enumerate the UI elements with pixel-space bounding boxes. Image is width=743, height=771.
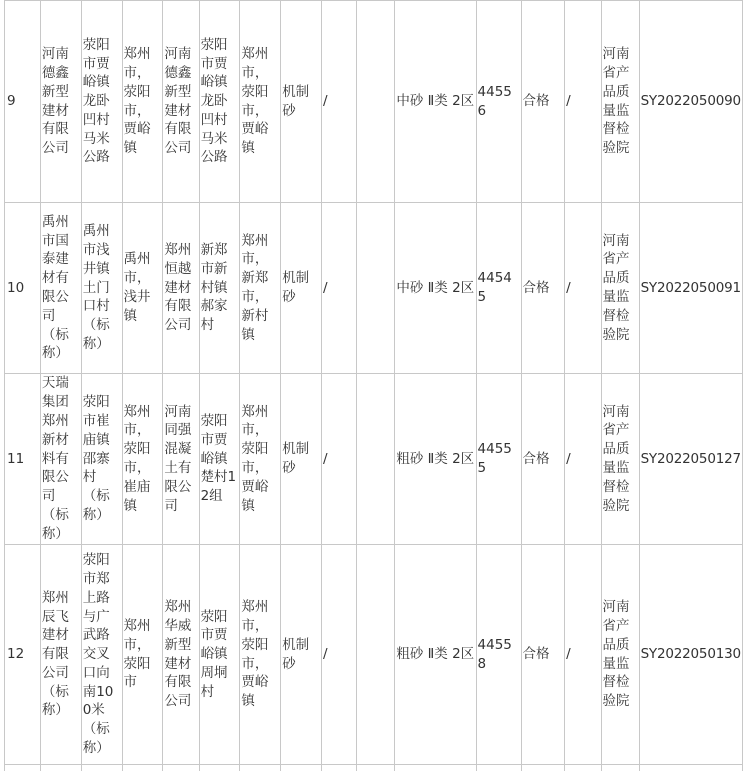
- testing-agency: 河南省产品质量监督检验院: [601, 1, 639, 203]
- brand: /: [322, 374, 357, 545]
- brand: /: [322, 1, 357, 203]
- batch-number: 44558: [476, 545, 521, 765]
- specification: 粗砂 Ⅱ类 2区: [395, 545, 476, 765]
- report-number: SY2022050090: [639, 1, 742, 203]
- sampled-unit-address: 荥阳市贾峪镇周垌村: [199, 545, 240, 765]
- sampled-unit-region: 郑州市，荥阳市，贾峪镇: [240, 1, 281, 203]
- table-row: [5, 203, 743, 374]
- product-name: 机制砂: [281, 545, 322, 765]
- test-result: 合格: [521, 374, 565, 545]
- producer-name: 河南德鑫新型建材有限公司: [40, 1, 81, 203]
- testing-agency: 河南省产品质量监督检验院: [601, 203, 639, 374]
- testing-agency: 河南省产品质量监督检验院: [601, 374, 639, 545]
- producer-address: 荥阳市郑上路与广武路交叉口向南100米（标称）: [81, 545, 122, 765]
- report-number: SY2022050130: [639, 545, 742, 765]
- empty-cell: [357, 374, 395, 545]
- empty-cell: [357, 203, 395, 374]
- row-number: 10: [5, 203, 41, 374]
- producer-address: 荥阳市崔庙镇邵寨村（标称）: [81, 374, 122, 545]
- sampling-results-table: [4, 0, 743, 771]
- producer-region: 郑州市，荥阳市，贾峪镇: [122, 1, 163, 203]
- product-name: 机制砂: [281, 203, 322, 374]
- producer-region: 禹州市，浅井镇: [122, 203, 163, 374]
- test-result: 合格: [521, 1, 565, 203]
- sampled-unit-region: 郑州市，新郑市，新村镇: [240, 203, 281, 374]
- producer-name: 禹州市国泰建材有限公司（标称）: [40, 203, 81, 374]
- table-row: [5, 1, 743, 203]
- specification: 中砂 Ⅱ类 2区: [395, 1, 476, 203]
- producer-name: 郑州辰飞建材有限公司（标称）: [40, 545, 81, 765]
- table-row: [5, 545, 743, 765]
- test-result: 合格: [521, 203, 565, 374]
- remark: /: [565, 203, 601, 374]
- batch-number: 44555: [476, 374, 521, 545]
- product-name: 机制砂: [281, 374, 322, 545]
- brand: /: [322, 545, 357, 765]
- batch-number: 44545: [476, 203, 521, 374]
- brand: /: [322, 203, 357, 374]
- sampled-unit-name: 河南同强混凝土有限公司: [163, 374, 199, 545]
- product-name: 机制砂: [281, 1, 322, 203]
- sampled-unit-region: 郑州市，荥阳市，贾峪镇: [240, 545, 281, 765]
- specification: 粗砂 Ⅱ类 2区: [395, 374, 476, 545]
- producer-region: 郑州市，荥阳市: [122, 545, 163, 765]
- sampled-unit-address: 荥阳市贾峪镇楚村12组: [199, 374, 240, 545]
- table-row-partial: [5, 765, 743, 771]
- batch-number: 44556: [476, 1, 521, 203]
- sampled-unit-address: 荥阳市贾峪镇龙卧凹村马米公路: [199, 1, 240, 203]
- report-number: SY2022050091: [639, 203, 742, 374]
- remark: /: [565, 545, 601, 765]
- remark: /: [565, 1, 601, 203]
- row-number: 12: [5, 545, 41, 765]
- testing-agency: 河南省产品质量监督检验院: [601, 545, 639, 765]
- producer-region: 郑州市，荥阳市，崔庙镇: [122, 374, 163, 545]
- sampled-unit-name: 河南德鑫新型建材有限公司: [163, 1, 199, 203]
- sampled-unit-address: 新郑市新村镇郝家村: [199, 203, 240, 374]
- report-number: SY2022050127: [639, 374, 742, 545]
- specification: 中砂 Ⅱ类 2区: [395, 203, 476, 374]
- table-row: [5, 374, 743, 545]
- producer-address: 禹州市浅井镇土门口村（标称）: [81, 203, 122, 374]
- producer-address: 荥阳市贾峪镇龙卧凹村马米公路: [81, 1, 122, 203]
- row-number: 9: [5, 1, 41, 203]
- empty-cell: [357, 1, 395, 203]
- sampled-unit-name: 郑州恒越建材有限公司: [163, 203, 199, 374]
- sampled-unit-name: 郑州华威新型建材有限公司: [163, 545, 199, 765]
- remark: /: [565, 374, 601, 545]
- row-number: 11: [5, 374, 41, 545]
- empty-cell: [357, 545, 395, 765]
- producer-name: 天瑞集团郑州新材料有限公司（标称）: [40, 374, 81, 545]
- sampled-unit-region: 郑州市，荥阳市，贾峪镇: [240, 374, 281, 545]
- test-result: 合格: [521, 545, 565, 765]
